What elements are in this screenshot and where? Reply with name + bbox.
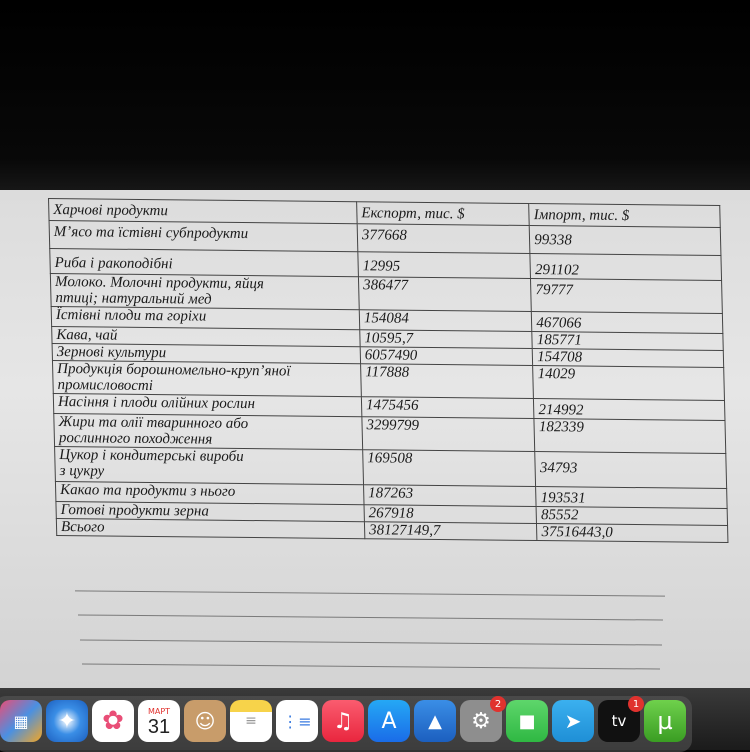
cell-export: 38127149,7 xyxy=(364,522,537,541)
music-icon[interactable]: ♫ xyxy=(322,700,364,742)
cell-import: 154708 xyxy=(532,349,723,368)
cell-export: 10595,7 xyxy=(360,330,533,349)
system-preferences-icon[interactable]: ⚙ 2 xyxy=(460,700,502,742)
telegram-icon[interactable]: ➤ xyxy=(552,700,594,742)
badge-count: 1 xyxy=(628,696,644,712)
cell-import: 99338 xyxy=(529,226,720,256)
cell-import: 14029 xyxy=(533,366,725,401)
cell-import: 214992 xyxy=(534,399,725,421)
keynote-icon[interactable]: ▲ xyxy=(414,700,456,742)
calendar-day: 31 xyxy=(147,715,171,738)
apple-tv-icon[interactable] xyxy=(598,700,640,742)
cell-export: 154084 xyxy=(359,310,532,332)
cell-import: 34793 xyxy=(535,452,727,489)
cell-export: 6057490 xyxy=(360,347,533,366)
cell-export: 3299799 xyxy=(362,417,535,452)
answer-line xyxy=(82,663,660,669)
notes-icon[interactable]: ≡ xyxy=(230,700,272,742)
cell-import: 37516443,0 xyxy=(537,524,728,543)
cell-product: Кава, чай xyxy=(52,326,360,346)
answer-line xyxy=(78,614,663,620)
calendar-month: МАРТ xyxy=(147,706,171,716)
cell-product: Молоко. Молочні продукти, яйця птиці; натуральний мед xyxy=(50,274,359,310)
cell-product: Какао та продукти з нього xyxy=(55,481,364,504)
cell-export: 267918 xyxy=(364,505,537,524)
cell-import: 193531 xyxy=(536,487,727,509)
cell-import: 182339 xyxy=(534,419,726,454)
cell-product: Насіння і плоди олійних рослин xyxy=(53,393,362,416)
header-export: Експорт, тис. $ xyxy=(357,202,530,226)
contacts-icon[interactable]: ☺ xyxy=(184,700,226,742)
app-store-icon[interactable]: A xyxy=(368,700,410,742)
trade-table xyxy=(48,198,728,543)
header-product: Харчові продукти xyxy=(49,199,358,224)
cell-import: 467066 xyxy=(532,312,723,334)
cell-export: 117888 xyxy=(361,364,534,399)
facetime-icon[interactable]: ■ xyxy=(506,700,548,742)
table-container xyxy=(48,198,738,600)
utorrent-icon[interactable]: µ xyxy=(644,700,686,742)
dock-area xyxy=(0,688,750,750)
cell-product: Зернові культури xyxy=(52,343,360,363)
tv-label: tv xyxy=(611,712,627,730)
cell-product: Продукція борошномельно-круп’яної промисловості xyxy=(52,360,361,396)
reminders-icon[interactable]: ⋮≡ xyxy=(276,700,318,742)
cell-export: 386477 xyxy=(358,277,531,312)
cell-product: Цукор і кондитерські вироби з цукру xyxy=(55,446,364,484)
calendar-icon[interactable] xyxy=(138,700,180,742)
cell-export: 169508 xyxy=(363,450,536,487)
cell-product: Всього xyxy=(56,518,364,538)
header-import: Імпорт, тис. $ xyxy=(529,204,720,228)
cell-export: 187263 xyxy=(363,485,536,507)
dock xyxy=(0,696,692,752)
cell-product: Риба і ракоподібні xyxy=(50,249,359,277)
badge-count: 2 xyxy=(490,696,506,712)
cell-import: 185771 xyxy=(532,332,723,351)
cell-export: 12995 xyxy=(358,252,531,279)
answer-line xyxy=(80,639,662,645)
safari-icon[interactable]: ✦ xyxy=(46,700,88,742)
launchpad-icon[interactable]: ▦ xyxy=(0,700,42,742)
document-page xyxy=(0,190,750,688)
cell-product: Готові продукти зерна xyxy=(56,501,364,521)
cell-product: М’ясо та їстівні субпродукти xyxy=(49,221,358,252)
photos-icon[interactable]: ✿ xyxy=(92,700,134,742)
cell-export: 377668 xyxy=(357,224,530,254)
cell-export: 1475456 xyxy=(361,397,534,419)
screen-black-area xyxy=(0,0,750,198)
cell-product: Їстівні плоди та горіхи xyxy=(51,306,360,329)
cell-product: Жири та олії тваринного або рослинного походження xyxy=(54,413,363,449)
cell-import: 79777 xyxy=(531,279,723,314)
cell-import: 291102 xyxy=(530,254,721,281)
cell-import: 85552 xyxy=(536,507,727,526)
